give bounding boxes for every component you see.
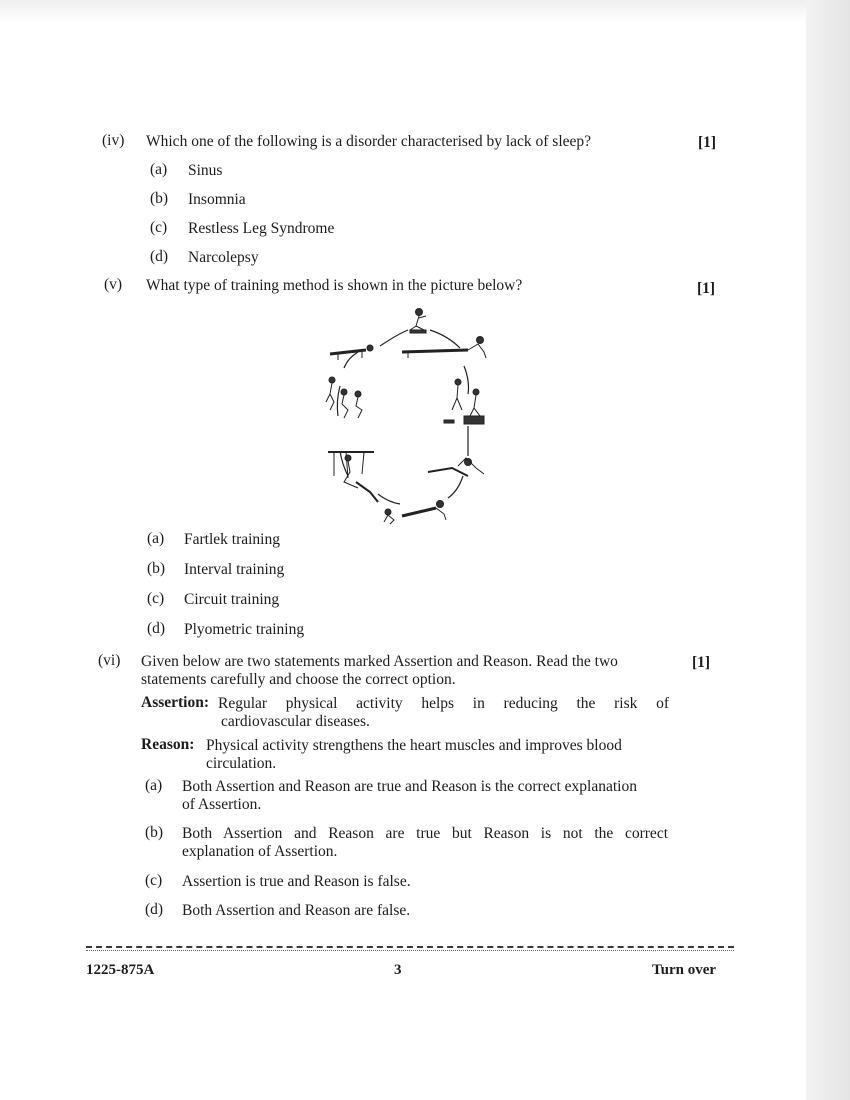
option-label: (d) xyxy=(150,248,169,265)
option-text: Fartlek training xyxy=(184,531,280,548)
question-number: (iv) xyxy=(102,132,125,149)
exercise-station-squat-left xyxy=(326,377,362,418)
assertion-text-line1: Regular physical activity helps in reducing the risk of xyxy=(218,695,669,712)
option-text-line1: Assertion is true and Reason is false. xyxy=(182,873,411,890)
option-text: Sinus xyxy=(188,162,223,179)
option-text: Restless Leg Syndrome xyxy=(188,220,335,237)
reason-text-line1: Physical activity strengthens the heart muscles and improves blood xyxy=(206,737,622,754)
option-label: (c) xyxy=(150,219,168,236)
option-text-line1: Both Assertion and Reason are false. xyxy=(182,902,411,919)
paper-code: 1225-875A xyxy=(86,962,155,978)
exercise-station-situp-right xyxy=(428,458,484,476)
option-text: Interval training xyxy=(184,561,285,578)
question-text-line2: statements carefully and choose the correct option. xyxy=(141,671,456,688)
assertion-text-line2: cardiovascular diseases. xyxy=(221,713,370,730)
exercise-station-lift-left xyxy=(328,452,378,502)
option-label: (d) xyxy=(145,901,164,918)
option-label: (a) xyxy=(150,161,168,178)
option-text: Circuit training xyxy=(184,591,280,608)
marks-badge: [1] xyxy=(698,134,717,151)
option-text-line1: Both Assertion and Reason are true but Reason is not the correct xyxy=(182,825,668,842)
option-label: (c) xyxy=(145,872,163,889)
reason-text-line2: circulation. xyxy=(206,755,277,772)
option-label: (d) xyxy=(147,620,166,637)
option-label: (b) xyxy=(150,190,169,207)
option-label: (b) xyxy=(145,824,164,841)
option-label: (a) xyxy=(147,530,165,547)
circuit-training-figure xyxy=(318,306,504,526)
exercise-station-top xyxy=(410,309,426,334)
question-text: What type of training method is shown in the picture below? xyxy=(146,277,523,294)
footer-divider-dotted xyxy=(86,950,734,951)
question-text-line1: Given below are two statements marked Assertion and Reason. Read the two xyxy=(141,653,618,670)
scan-shadow-top xyxy=(0,0,850,22)
option-text: Insomnia xyxy=(188,191,246,208)
option-label: (b) xyxy=(147,560,166,577)
exercise-station-pushup-right xyxy=(402,337,486,359)
question-number: (v) xyxy=(104,276,123,293)
question-text: Which one of the following is a disorder characterised by lack of sleep? xyxy=(146,133,592,150)
circuit-training-illustration xyxy=(318,306,504,526)
assertion-label: Assertion: xyxy=(141,694,210,711)
option-text-line1: Both Assertion and Reason are true and Reason is the correct explanation xyxy=(182,778,637,795)
option-text-line2: explanation of Assertion. xyxy=(182,843,338,860)
option-text-line2: of Assertion. xyxy=(182,796,262,813)
option-label: (a) xyxy=(145,777,163,794)
turn-over-label: Turn over xyxy=(652,962,717,978)
option-text: Narcolepsy xyxy=(188,249,259,266)
page-number: 3 xyxy=(394,962,402,978)
option-text: Plyometric training xyxy=(184,621,305,638)
scan-shadow-right xyxy=(806,0,850,1100)
exercise-station-stepup-right xyxy=(444,379,484,424)
option-label: (c) xyxy=(147,590,165,607)
marks-badge: [1] xyxy=(692,654,711,671)
marks-badge: [1] xyxy=(697,280,716,297)
question-number: (vi) xyxy=(98,652,121,669)
exercise-station-bottom xyxy=(384,501,446,525)
footer-divider xyxy=(86,946,734,948)
reason-label: Reason: xyxy=(141,736,195,753)
